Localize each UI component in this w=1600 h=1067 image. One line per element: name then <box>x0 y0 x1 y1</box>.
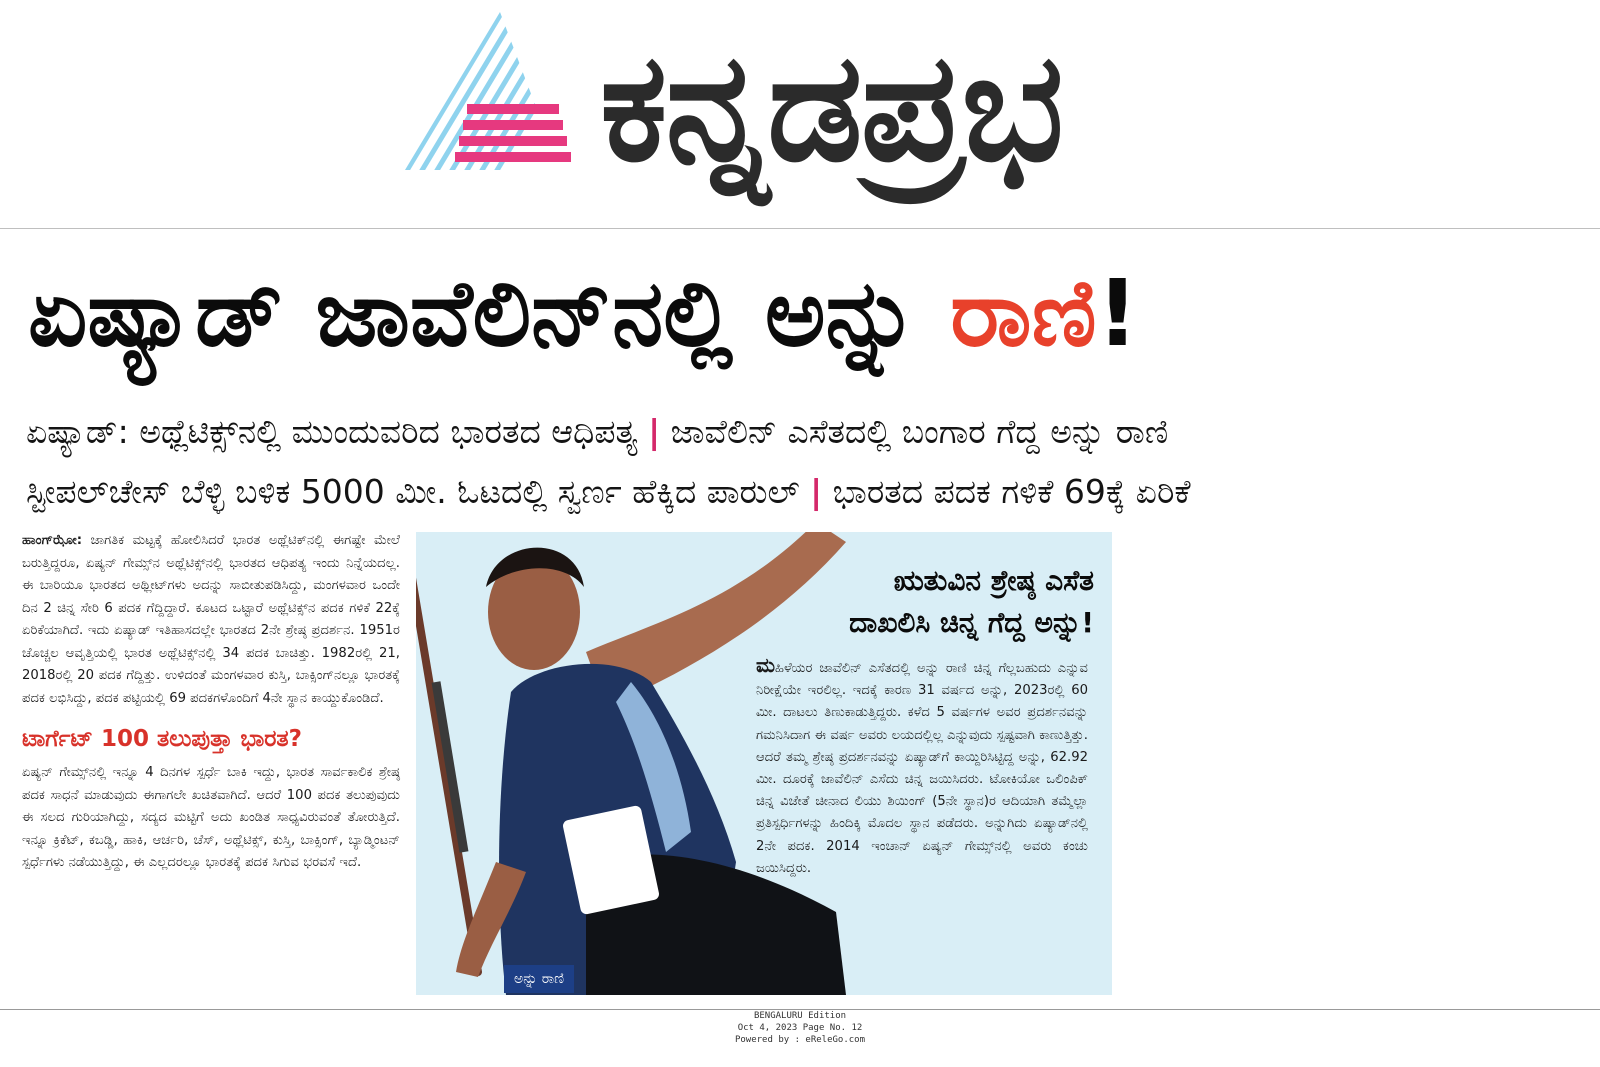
story-body <box>756 654 1088 880</box>
masthead-title[interactable]: ಕನ್ನಡಪ್ರಭ <box>600 21 1062 195</box>
headline-end: ! <box>1096 260 1139 367</box>
subhead-1b: ಜಾವೆಲಿನ್ ಎಸೆತದಲ್ಲಿ ಬಂಗಾರ ಗೆದ್ದ ಅನ್ನು ರಾಣಿ <box>670 412 1169 451</box>
drop-cap: ಮ <box>756 653 776 677</box>
divider <box>0 228 1600 229</box>
subhead-2b: ಭಾರತದ ಪದಕ ಗಳಿಕೆ 69ಕ್ಕೆ ಏರಿಕೆ <box>832 472 1191 511</box>
subhead-separator: | <box>810 472 823 511</box>
footer <box>0 1010 1600 1046</box>
story-text: ಹಿಳೆಯರ ಜಾವೆಲಿನ್ ಎಸೆತದಲ್ಲಿ ಅನ್ನು ರಾಣಿ ಚಿನ್ನ ಗೆಲ್ಲಬಹುದು ಎನ್ನುವ ನಿರೀಕ್ಷೆಯೇ ಇರಲಿಲ್ಲ. ಇದಕ್ಕೆ ಕಾರಣ 31 ವರ್ಷದ ಅನ್ನು, 2023ರಲ್ಲಿ 60 ಮೀ. ದಾಟಲು ತಿಣುಕಾಡುತ್ತಿದ್ದರು. ಕಳೆದ 5 ವರ್ಷಗಳ ಅವರ ಪ್ರದರ್ಶನವನ್ನು ಗಮನಿಸಿದಾಗ ಈ ವರ್ಷ ಅವರು ಲಯದಲ್ಲಿಲ್ಲ ಎನ್ನುವುದು ಸ್ಪಷ್ಟವಾಗಿ ಕಾಣುತ್ತಿತ್ತು. ಆದರೆ ತಮ್ಮ ಶ್ರೇಷ್ಠ ಪ್ರದರ್ಶನವನ್ನು ಏಷ್ಯಾಡ್‌ಗೆ ಕಾಯ್ದಿರಿಸಿಟ್ಟಿದ್ದ ಅನ್ನು, 62.92 ಮೀ. ದೂರಕ್ಕೆ ಜಾವೆಲಿನ್ ಎಸೆದು ಚಿನ್ನ ಜಯಿಸಿದರು. ಟೋಕಿಯೋ ಒಲಿಂಪಿಕ್ ಚಿನ್ನ ವಿಜೇತೆ ಚೀನಾದ ಲಿಯು ಶಿಯಿಂಗ್ (5ನೇ ಸ್ಥಾನ)ರ ಆದಿಯಾಗಿ ತಮ್ಮೆಲ್ಲಾ ಪ್ರತಿಸ್ಪರ್ಧಿಗಳನ್ನು ಹಿಂದಿಕ್ಕಿ ಮೊದಲ ಸ್ಥಾನ ಪಡೆದರು. ಅನ್ನುಗಿದು ಏಷ್ಯಾಡ್‌ನಲ್ಲಿ 2ನೇ ಪದಕ. 2014 ಇಂಚಾನ್ ಏಷ್ಯನ್ ಗೇಮ್ಸ್‌ನಲ್ಲಿ ಅವರು ಕಂಚು ಜಯಿಸಿದ್ದರು. <box>756 661 1088 876</box>
subhead-line-2 <box>26 462 1586 522</box>
footer-edition: BENGALURU Edition <box>753 1011 847 1021</box>
subhead-1a: ಏಷ್ಯಾಡ್: ಅಥ್ಲೆಟಿಕ್ಸ್‌ನಲ್ಲಿ ಮುಂದುವರಿದ ಭಾರತದ ಆಧಿಪತ್ಯ <box>26 412 638 451</box>
photo-panel <box>416 532 1112 995</box>
side-article-body: ಏಷ್ಯನ್ ಗೇಮ್ಸ್‌ನಲ್ಲಿ ಇನ್ನೂ 4 ದಿನಗಳ ಸ್ಪರ್ಧೆ ಬಾಕಿ ಇದ್ದು, ಭಾರತ ಸಾರ್ವಕಾಲಿಕ ಶ್ರೇಷ್ಠ ಪದಕ ಸಾಧನೆ ಮಾಡುವುದು ಈಗಾಗಲೇ ಖಚಿತವಾಗಿದೆ. ಆದರೆ 100 ಪದಕ ತಲುಪುವುದು ಈ ಸಲದ ಗುರಿಯಾಗಿದ್ದು, ಸದ್ಯದ ಮಟ್ಟಿಗೆ ಅದು ಖಂಡಿತ ಸಾಧ್ಯವಿರುವಂತೆ ತೋರುತ್ತಿದೆ. ಇನ್ನೂ ಕ್ರಿಕೆಟ್, ಕಬಡ್ಡಿ, ಹಾಕಿ, ಆರ್ಚರಿ, ಚೆಸ್, ಅಥ್ಲೆಟಿಕ್ಸ್, ಕುಸ್ತಿ, ಬಾಕ್ಸಿಂಗ್, ಬ್ಯಾಡ್ಮಿಂಟನ್ ಸ್ಪರ್ಧೆಗಳು ನಡೆಯುತ್ತಿದ್ದು, ಈ ಎಲ್ಲದರಲ್ಲೂ ಭಾರತಕ್ಕೆ ಪದಕ ಸಿಗುವ ಭರವಸೆ ಇದೆ. <box>22 765 400 870</box>
story-headline-line-1: ಋತುವಿನ ಶ್ರೇಷ್ಠ ಎಸೆತ <box>893 564 1094 597</box>
headline-accent: ರಾಣಿ <box>950 260 1097 367</box>
headline-main: ಏಷ್ಯಾಡ್ ಜಾವೆಲಿನ್‌ನಲ್ಲಿ ಅನ್ನು <box>28 260 951 367</box>
story-headline-line-2: ದಾಖಲಿಸಿ ಚಿನ್ನ ಗೆದ್ದ ಅನ್ನು! <box>849 606 1094 639</box>
masthead <box>0 0 1600 228</box>
story-headline <box>754 560 1094 644</box>
left-article-body <box>22 530 400 710</box>
left-article-text: ಜಾಗತಿಕ ಮಟ್ಟಕ್ಕೆ ಹೋಲಿಸಿದರೆ ಭಾರತ ಅಥ್ಲೆಟಿಕ್‌ನಲ್ಲಿ ಈಗಷ್ಟೇ ಮೇಲೆ ಬರುತ್ತಿದ್ದರೂ, ಏಷ್ಯನ್ ಗೇಮ್ಸ್‌ನ ಅಥ್ಲೆಟಿಕ್ಸ್‌ನಲ್ಲಿ ಭಾರತದ ಆಧಿಪತ್ಯ ಇಂದು ನಿನ್ನೆಯದಲ್ಲ. ಈ ಬಾರಿಯೂ ಭಾರತದ ಅಥ್ಲೀಟ್‌ಗಳು ಅದನ್ನು ಸಾಬೀತುಪಡಿಸಿದ್ದು, ಮಂಗಳವಾರ ಒಂದೇ ದಿನ 2 ಚಿನ್ನ ಸೇರಿ 6 ಪದಕ ಗೆದ್ದಿದ್ದಾರೆ. ಕೂಟದ ಒಟ್ಟಾರೆ ಅಥ್ಲೆಟಿಕ್ಸ್‌ನ ಪದಕ ಗಳಿಕೆ 22ಕ್ಕೆ ಏರಿಕೆಯಾಗಿದೆ. ಇದು ಏಷ್ಯಾಡ್ ಇತಿಹಾಸದಲ್ಲೇ ಭಾರತದ 2ನೇ ಶ್ರೇಷ್ಠ ಪ್ರದರ್ಶನ. 1951ರ ಚೊಚ್ಚಲ ಆವೃತ್ತಿಯಲ್ಲಿ ಭಾರತ ಅಥ್ಲೆಟಿಕ್ಸ್‌ನಲ್ಲಿ 34 ಪದಕ ಬಾಚಿತ್ತು. 1982ರಲ್ಲಿ 21, 2018ರಲ್ಲಿ 20 ಪದಕ ಗೆದ್ದಿತ್ತು. ಉಳಿದಂತೆ ಮಂಗಳವಾರ ಕುಸ್ತಿ, ಬಾಕ್ಸಿಂಗ್‌ನಲ್ಲೂ ಭಾರತಕ್ಕೆ ಪದಕ ಲಭಿಸಿದ್ದು, ಪದಕ ಪಟ್ಟಿಯಲ್ಲಿ 69 ಪದಕಗಳೊಂದಿಗೆ 4ನೇ ಸ್ಥಾನ ಕಾಯ್ದುಕೊಂಡಿದೆ. <box>22 533 400 706</box>
subhead-2a: ಸ್ಟೀಪಲ್‌ಚೇಸ್ ಬೆಳ್ಳಿ ಬಳಿಕ 5000 ಮೀ. ಓಟದಲ್ಲಿ ಸ್ವರ್ಣ ಹೆಕ್ಕಿದ ಪಾರುಲ್ <box>26 472 800 511</box>
side-headline: ಟಾರ್ಗೆಟ್ 100 ತಲುಪುತ್ತಾ ಭಾರತ? <box>22 726 302 752</box>
left-article <box>22 530 400 1005</box>
subhead-separator: | <box>648 412 661 451</box>
footer-date-page: Oct 4, 2023 Page No. 12 <box>737 1023 863 1033</box>
dateline: ಹಾಂಗ್‌ಝೋ: <box>22 533 83 548</box>
triangle-stripes-logo-icon <box>405 12 575 172</box>
photo-caption: ಅನ್ನು ರಾಣಿ <box>504 965 574 993</box>
headline <box>28 244 1578 384</box>
footer-powered-by[interactable]: Powered by : eReleGo.com <box>734 1035 866 1045</box>
subhead-line-1 <box>26 402 1586 462</box>
